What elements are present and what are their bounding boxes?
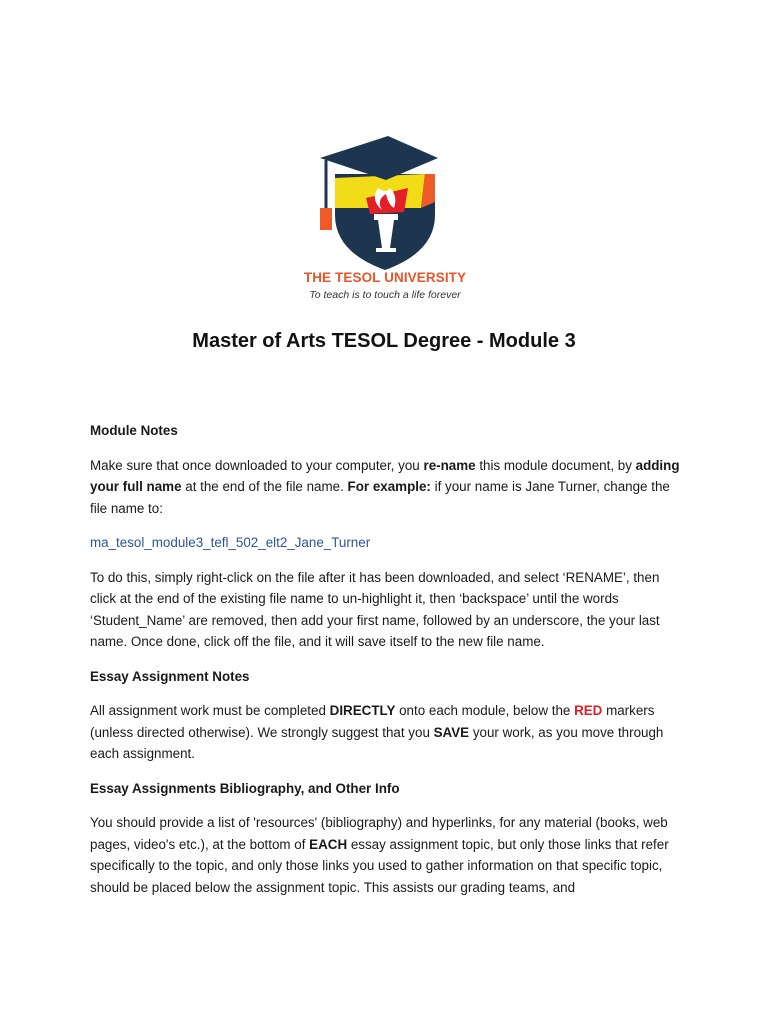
- module-notes-heading: Module Notes: [90, 423, 178, 438]
- text-run: your work, as you move through each assignment.: [90, 724, 664, 761]
- red-marker-text: RED: [574, 703, 603, 718]
- rename-instructions-paragraph: To do this, simply right-click on the file after it has been downloaded, and select ‘RENAME’, then click at the end of the existing file name to un-highlight it, then ‘backspace’ until the words ‘Student_Name’ are removed, then add your first name, followed by an underscore, the your last name. Once done, click off the file, and it will save itself to the new file name.: [90, 569, 660, 649]
- bold-run: SAVE: [433, 724, 470, 740]
- logo-tagline: To teach is to touch a life forever: [309, 289, 461, 301]
- bold-run: adding your full name: [90, 457, 680, 494]
- bold-run: DIRECTLY: [329, 703, 396, 718]
- text-run: essay assignment topic, but only those links that refer specifically to the topic, and only those links you used to gather information on that specific topic, should be placed below the assignment topic. This assists our grading teams, and: [90, 836, 669, 895]
- text-run: markers (unless directed otherwise). We strongly suggest that you: [90, 703, 655, 740]
- bibliography-heading: Essay Assignments Bibliography, and Other Info: [90, 780, 400, 796]
- text-run: All assignment work must be completed: [90, 703, 330, 718]
- text-run: this module document, by: [475, 457, 636, 473]
- text-run: onto each module, below the: [395, 703, 575, 718]
- graduation-cap-shield-icon: [290, 130, 480, 270]
- text-run: if your name is Jane Turner, change the file name to:: [90, 479, 670, 516]
- text-run: Make sure that once downloaded to your computer, you: [90, 457, 424, 473]
- text-run: at the end of the file name.: [181, 479, 348, 494]
- module-notes-paragraph: [90, 455, 680, 520]
- bold-run: re-name: [423, 457, 476, 473]
- document-body: [90, 420, 680, 911]
- text-run: You should provide a list of 'resources' (bibliography) and hyperlinks, for any material (books, web pages, video's etc.), at the bottom of: [90, 815, 668, 852]
- example-filename: ma_tesol_module3_tefl_502_elt2_Jane_Turner: [90, 535, 371, 550]
- bibliography-paragraph: [90, 812, 680, 898]
- bold-run: For example:: [347, 479, 431, 494]
- university-logo: [290, 130, 480, 310]
- essay-assignment-notes-paragraph: [90, 700, 680, 765]
- logo-title: THE TESOL UNIVERSITY: [303, 270, 467, 285]
- bold-run: EACH: [309, 836, 348, 852]
- essay-assignment-notes-heading: Essay Assignment Notes: [90, 668, 250, 684]
- document-title: Master of Arts TESOL Degree - Module 3: [192, 330, 576, 352]
